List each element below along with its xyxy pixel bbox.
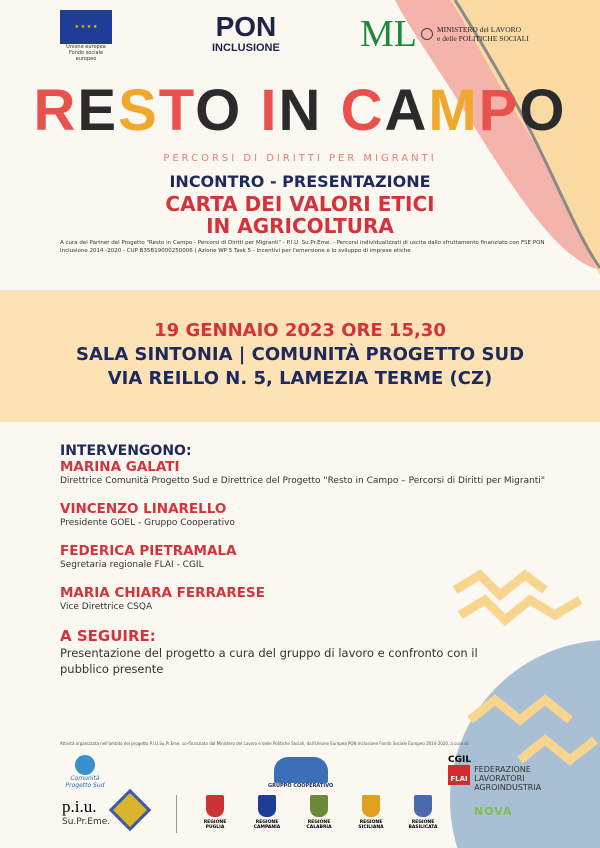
event-address: VIA REILLO N. 5, LAMEZIA TERME (CZ) [107,368,493,389]
pon-sub: INCLUSIONE [212,42,280,54]
title-letter [322,78,340,143]
project-subtitle: PERCORSI DI DIRITTI PER MIGRANTI [163,153,437,164]
speaker-role: Direttrice Comunità Progetto Sud e Direttrice del Progetto "Resto in Campo – Percorsi di Diritti per Migranti" [60,476,545,486]
region-crest-icon [414,795,432,817]
footer-note: Attività organizzata nell'ambito del progetto P.I.U.Su.Pr.Eme. co-finanziato dal Ministero del Lavoro e delle Politiche Sociali, dall'Unione Europea PON Inclusione Fondo Sociale Europeo 2014-2020, a cura di: [60,741,470,746]
pon-logo [212,12,280,54]
regions-logos [195,795,443,830]
project-title [0,78,600,144]
title-letter: C [340,78,385,143]
title-letter: A [384,78,429,143]
speaker-name: FEDERICA PIETRAMALA [60,543,237,559]
speaker [60,501,550,529]
speakers-section [60,443,550,677]
region-logo [351,795,391,830]
event-title-1: CARTA DEI VALORI ETICI [165,192,435,216]
region-name: REGIONE SICILIANA [358,820,384,830]
title-letter: N [278,78,323,143]
goel-mark-icon [274,757,328,783]
region-logo [247,795,287,830]
supreme-text: Su.Pr.Eme. [62,817,111,827]
ministero-logo [360,12,529,56]
eu-flag-icon: ★ ★ ★ ★ [60,10,112,44]
region-logo [195,795,235,830]
title-letter: R [33,78,78,143]
region-name: REGIONE BASILICATA [408,820,438,830]
speaker [60,585,550,613]
title-letter: E [77,78,119,143]
speaker-name: MARIA CHIARA FERRARESE [60,585,265,601]
event-type: INCONTRO - PRESENTAZIONE [169,172,431,191]
ministero-line-2: e delle POLITICHE SOCIALI [437,34,529,43]
flai-line: AGROINDUSTRIA [474,783,542,792]
speaker-role: Segretaria regionale FLAI - CGIL [60,560,204,570]
region-logo [403,795,443,830]
credits-text: A cura dei Partner del Progetto "Resto in Campo - Percorsi di Diritti per Migranti" - P.I.U. Su.Pr.Eme. - Percorsi individualizzati di uscita dallo sfruttamento finanziato con FSE PON Inclusione 2014 -2020 - CUP B35B19000250006 | Azione WP 5 Task 5 - Incentivi per l'emersione e lo sviluppo di imprese etiche [60,240,545,254]
region-crest-icon [258,795,276,817]
speakers-heading: INTERVENGONO: [60,443,192,459]
goel-logo [268,757,333,789]
speaker-name: VINCENZO LINARELLO [60,501,227,517]
region-logo [299,795,339,830]
flai-line: LAVORATORI [474,774,525,783]
pon-text: PON [215,11,277,42]
region-name: REGIONE CALABRIA [306,820,332,830]
title-letter: P [478,78,520,143]
event-date: 19 GENNAIO 2023 ORE 15,30 [154,320,446,341]
eu-caption: Unione europea [66,44,106,50]
flai-badge: FLAI [448,765,470,785]
emblem-icon [421,28,433,40]
cgil-text: CGIL [448,755,472,765]
speaker-name: MARINA GALATI [60,459,180,475]
region-crest-icon [362,795,380,817]
title-letter: O [195,78,243,143]
region-crest-icon [206,795,224,817]
comunita-text: Comunità Progetto Sud [65,775,105,789]
speaker-role: Vice Direttrice CSQA [60,602,153,612]
title-letter: S [118,78,159,143]
following-heading: A SEGUIRE: [60,627,156,645]
title-letter: M [428,78,479,143]
speaker [60,543,550,571]
flower-icon [75,755,95,775]
region-crest-icon [310,795,328,817]
eu-caption-2: Fondo sociale europeo [68,50,104,62]
goel-text: GRUPPO COOPERATIVO [268,783,334,789]
ml-mark: ML [360,13,417,55]
flai-cgil-logo [448,755,541,792]
eu-logo [60,10,112,62]
title-letter: T [158,78,196,143]
speaker-role: Presidente GOEL - Gruppo Cooperativo [60,518,235,528]
following-text: Presentazione del progetto a cura del gruppo di lavoro e confronto con il pubblico presente [60,646,478,676]
piu-logo [62,797,110,827]
flai-line: FEDERAZIONE [474,765,531,774]
comunita-logo [60,755,110,789]
event-venue: SALA SINTONIA | COMUNITÀ PROGETTO SUD [75,344,525,365]
speaker [60,459,550,487]
divider [176,795,177,833]
event-title-2: IN AGRICOLTURA [206,214,394,238]
ministero-line-1: MINISTERO del LAVORO [437,25,522,34]
region-name: REGIONE PUGLIA [203,820,227,830]
title-letter [242,78,260,143]
title-letter: I [260,78,279,143]
region-name: REGIONE CAMPANIA [253,820,281,830]
piu-text: p.i.u. [62,797,97,816]
title-letter: O [519,78,567,143]
nova-logo: NOVA [474,805,513,818]
